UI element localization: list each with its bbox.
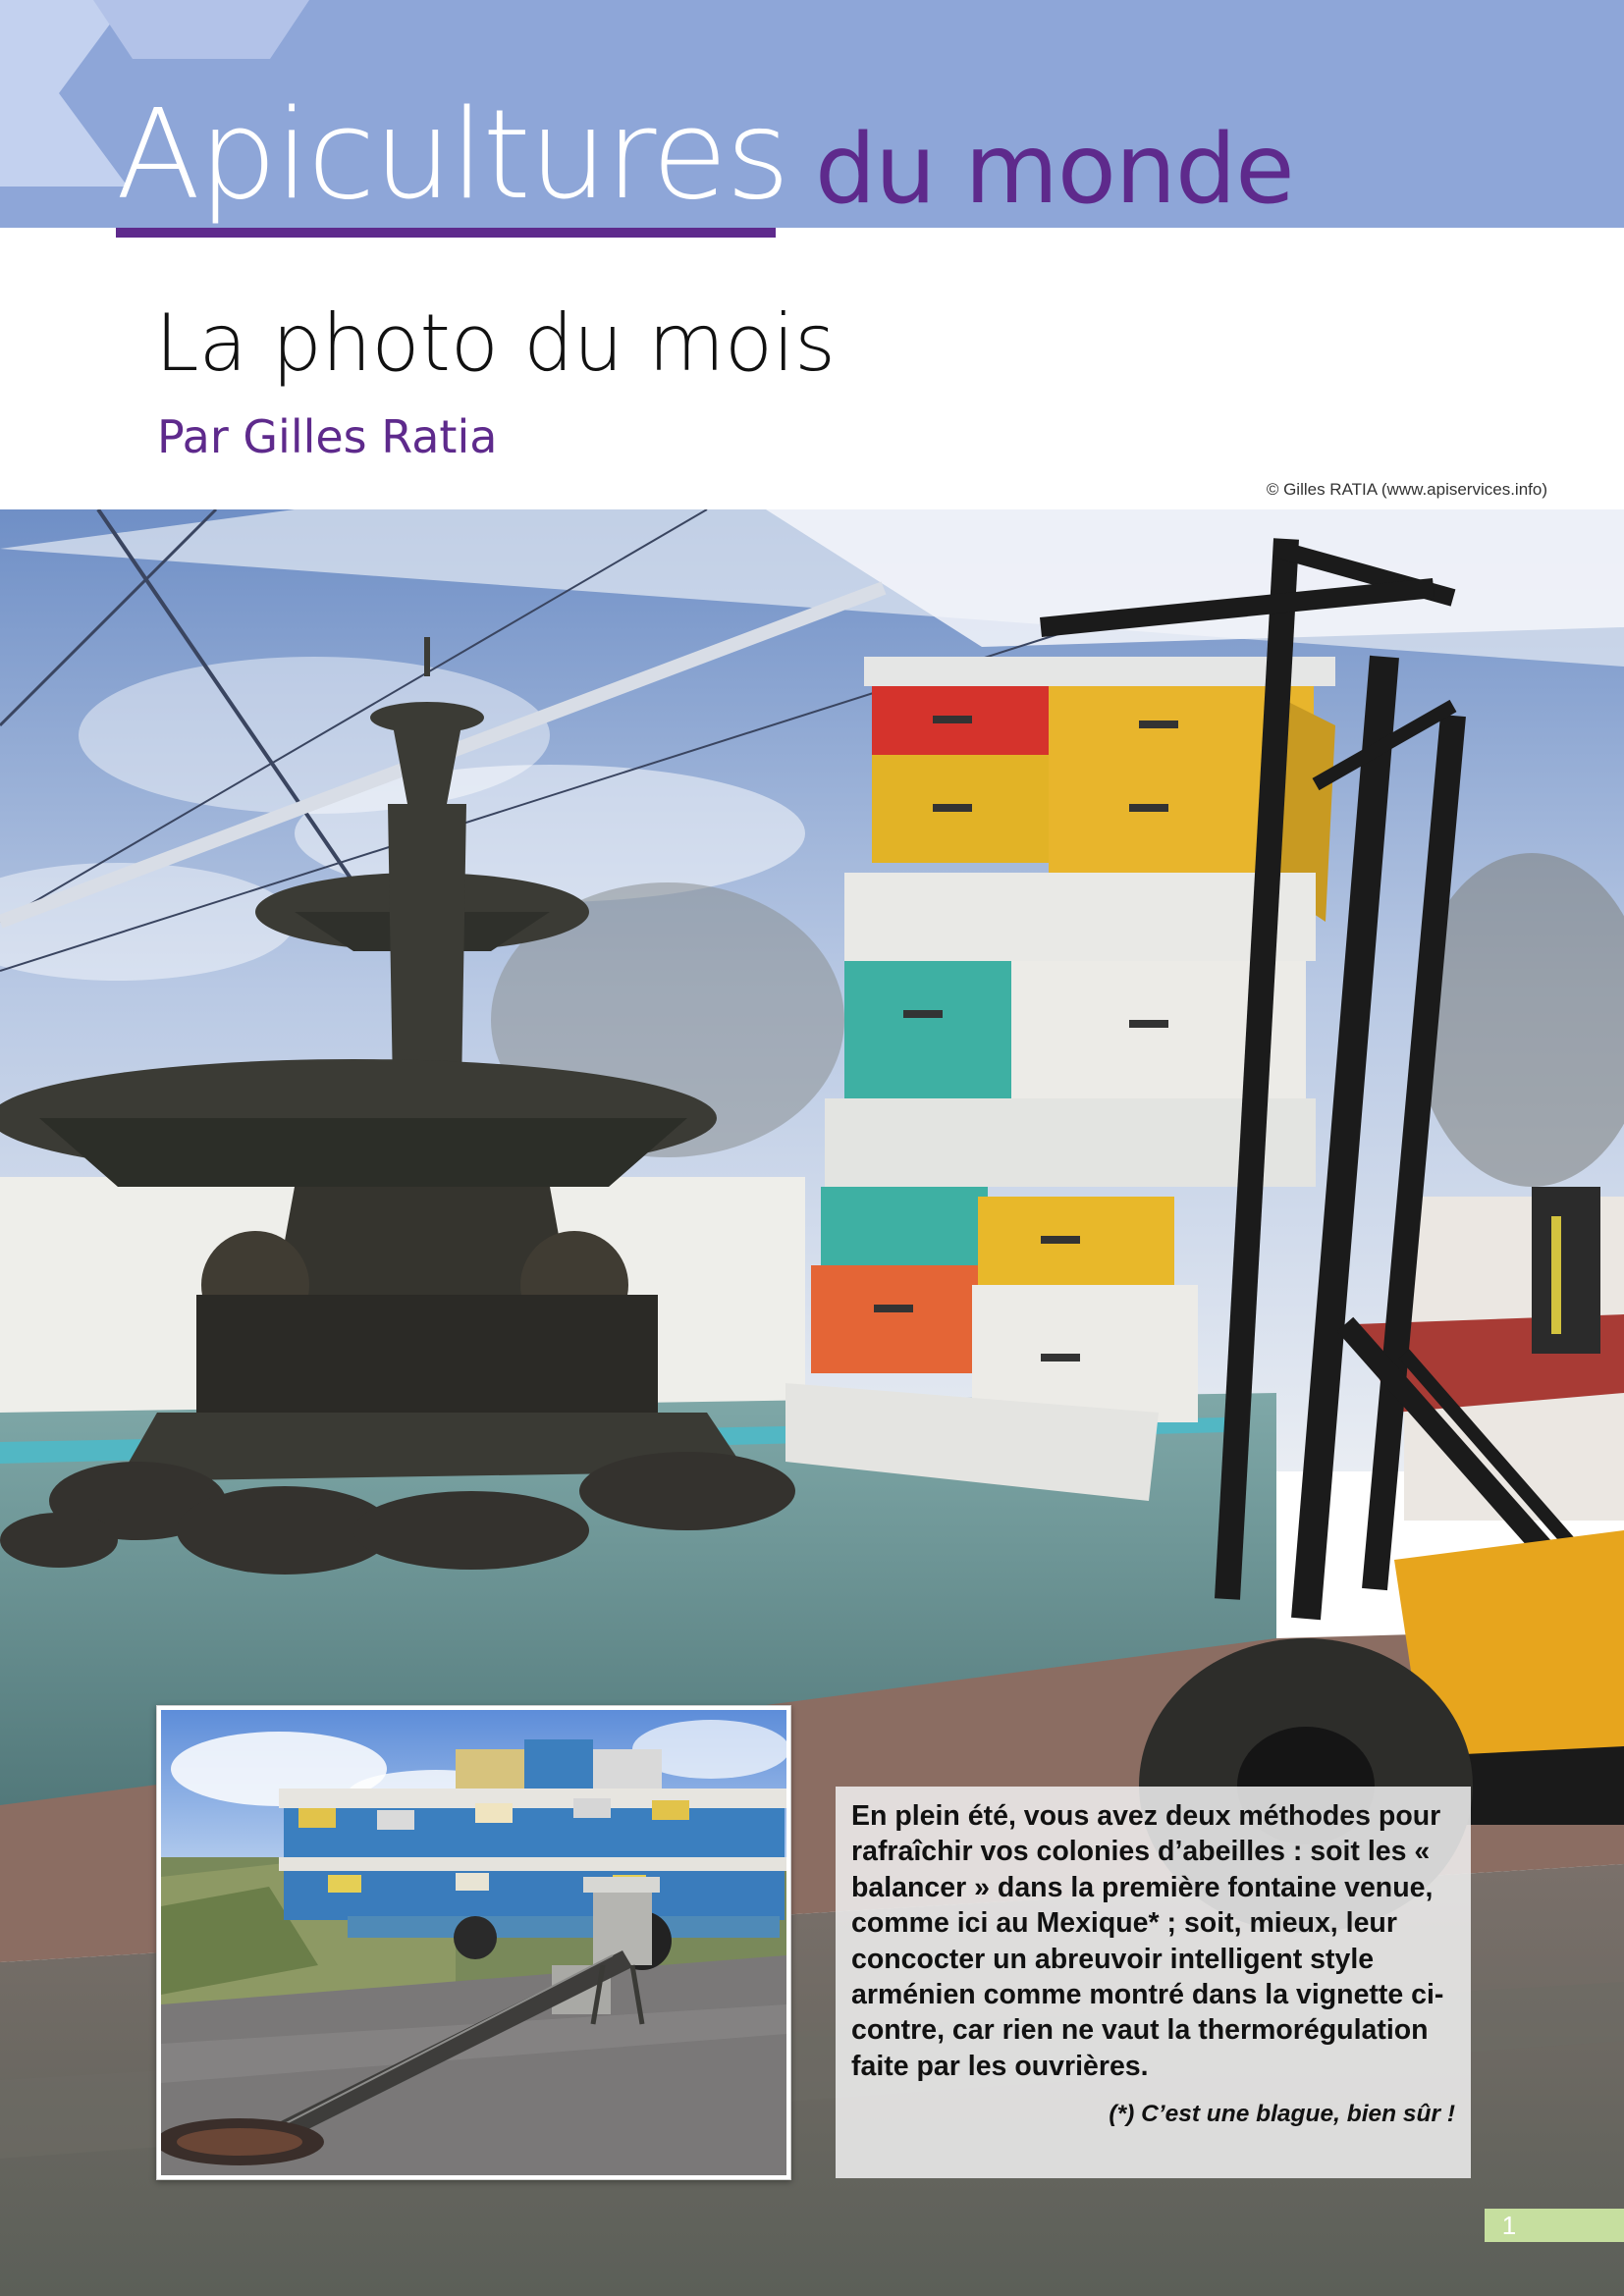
caption-text: En plein été, vous avez deux méthodes pour rafraîchir vos colonies d’abeilles : soit les « balancer » dans la première fontaine venue, comme ici au Mexique* ; soit, mieux, leur concocter un abreuvoir intelligent style arménien comme montré dans la vignette ci-contre, car rien ne vaut la thermorégulation faite par les ouvrières. <box>851 1800 1444 2082</box>
series-title-underline <box>116 228 776 238</box>
caption-box <box>836 1787 1471 2178</box>
caption-footnote: (*) C’est une blague, bien sûr ! <box>1109 2101 1455 2128</box>
author-byline: Par Gilles Ratia <box>157 410 498 463</box>
series-subtitle: du monde <box>815 114 1294 226</box>
page-number-tab <box>1485 2209 1624 2242</box>
inset-photo <box>156 1705 791 2180</box>
series-title: Apicultures <box>116 82 788 227</box>
page-title: La photo du mois <box>155 297 836 389</box>
photo-credit: © Gilles RATIA (www.apiservices.info) <box>1266 480 1547 499</box>
page-number: 1 <box>1501 2211 1517 2240</box>
